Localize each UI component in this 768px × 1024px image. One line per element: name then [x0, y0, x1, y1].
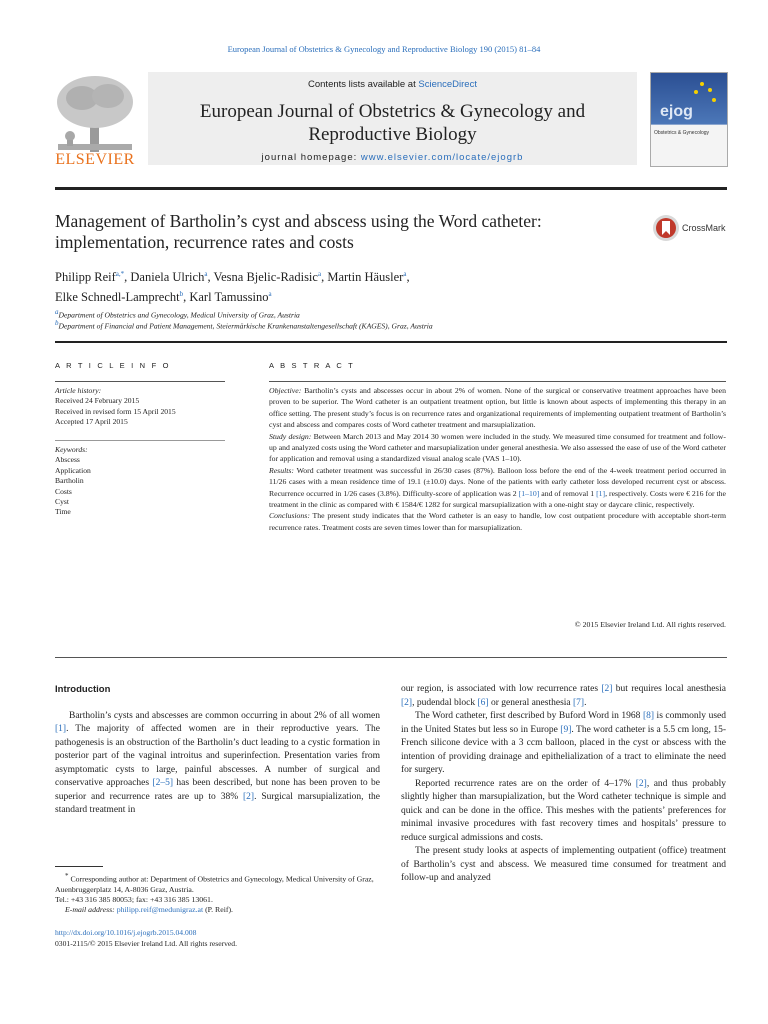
keywords: Keywords: Abscess Application Bartholin Costs Cyst Time [55, 445, 225, 518]
author: Philipp Reif [55, 270, 116, 285]
keyword: Bartholin [55, 476, 84, 486]
ref-link[interactable]: [7] [573, 697, 585, 708]
author: Karl Tamussino [189, 290, 269, 305]
email-link[interactable]: philipp.reif@medunigraz.at [116, 905, 204, 915]
ref-link[interactable]: [2] [243, 791, 255, 802]
article-title: Management of Bartholin’s cyst and abscess using the Word catheter: implementation, recurrence rates and costs [55, 211, 542, 252]
ref-link[interactable]: [1] [55, 724, 67, 734]
crossmark-label[interactable]: CrossMark [682, 223, 726, 233]
author-list: Philipp Reif$^{a,*}$, Daniela Ulrich$^a$, Vesna Bjelic-Radisic$^a$, Martin Häusler$^a$, Elke Schnedl-Lamprecht$^b$, Karl Tamussino$^a$ [55, 270, 410, 305]
ref-link[interactable]: [1] [596, 488, 606, 498]
article-info-heading: A R T I C L E I N F O [55, 361, 171, 370]
abstract-text: Objective: Bartholin’s cysts and abscesses occur in about 2% of women. None of the surgical or conservative treatment approaches have been proven to be superior. The Word catheter is an outpatient treatment option, but little is known about aspects of implementing this therapy in an office setting. The present study’s focus is on recurrence rates and organizational requirements of implementing outpatient treatment of Bartholin’s cyst and abscess and compares costs of Word catheter treatment and marsupialization. Study design: Between March 2013 and May 2014 30 women were included in the study. We measured time consumed for treatment and follow-up and analyzed costs using the Word catheter and marsupialization under general anesthesia. We also assessed the ease of use of the Word catheter for application and removal using a standardized visual analog scale (VAS 1–10). Results: Word catheter treatment was successful in 26/30 cases (87%). Balloon loss before the end of the 4-week treatment period occurred in 11/26 cases with a mean residence time of 19.1 (±10.0) days. None of the patients with early catheter loss developed recurrent cyst or abscess. Recurrence occurred in 1/26 cases (3.8%). Difficulty-score of application was 2 [1–10] and of removal 1 [1], respectively. Costs were € 216 for the treatment in the clinic as compared with € 1584/€ 1282 for surgical marsupialization with a one-night stay or daycare clinic, respectively. Conclusions: The present study indicates that the Word catheter is an easy to handle, low cost outpatient procedure with acceptable short-term recurrence rates. Treatment costs are seven times lower than for marsupialization. [269, 386, 726, 532]
corresponding-author-footnote: * Corresponding author at: Department of Obstetrics and Gynecology, Medical University of Graz, Auenbruggerplatz 14, A-8036 Graz, Austria. Tel.: +43 316 385 80053; fax: +43 316 385 13061. E-mail address: philipp.reif@medunigraz.at (P. Reif). [55, 872, 374, 915]
header-rule [55, 187, 727, 190]
cover-stars [652, 74, 724, 124]
ref-link[interactable]: [2] [601, 684, 613, 694]
ref-link[interactable]: [2] [635, 778, 647, 789]
keyword: Application [55, 465, 91, 475]
author: Martin Häusler [327, 270, 404, 285]
contents-line: Contents lists available at ScienceDirect [308, 79, 477, 90]
cover-caption: Obstetrics & Gynecology [654, 130, 710, 136]
ref-link[interactable]: [1–10] [518, 488, 540, 498]
body-right-column: our region, is associated with low recurrence rates [2] but requires local anesthesia [2], pudendal block [6] or general anesthesia [7]. The Word catheter, first described by Buford Word in 1968 [8] is commonly used in the United States but less so in Europe [9]. The word catheter is a 5.5 cm long, 15-French silicone device with a 3 ccm balloon, placed in the cyst or abscess with the intention of providing drainage and epithelialization of a tract to eliminate the need for surgery. Reported recurrence rates are on the order of 4–17% [2], and thus probably slightly higher than marsupialization, but the Word catheter technique is simple and quick and can be done in the office. This meshes with the patients’ preferences for minimal invasive procedures with fast recovery times and hospitals’ pressure to reduce surgical admissions and costs. The present study looks at aspects of implementing outpatient (office) treatment of Bartholin’s cyst and abscess. We measured time consumed for treatment and follow-up and analyzed [401, 684, 726, 883]
doi-block [55, 928, 380, 949]
affiliation-rule [55, 341, 727, 343]
abstract-copyright: © 2015 Elsevier Ireland Ltd. All rights reserved. [574, 620, 726, 629]
affiliation-b: $^b$Department of Financial and Patient Management, Steiermärkische Krankenanstaltengesellschaft (KAGES), Graz, Austria [55, 319, 433, 331]
keyword: Time [55, 507, 71, 517]
abstract-bottom-rule [55, 657, 727, 658]
abstract-heading: A B S T R A C T [269, 361, 355, 370]
abstract-rule [269, 381, 726, 382]
journal-title: European Journal of Obstetrics & Gynecology and Reproductive Biology [199, 101, 586, 145]
author: Elke Schnedl-Lamprecht [55, 290, 180, 305]
keyword: Cyst [55, 497, 69, 507]
doi-link[interactable]: http://dx.doi.org/10.1016/j.ejogrb.2015.04.008 [55, 928, 197, 937]
section-heading: Introduction [55, 684, 111, 695]
author: Daniela Ulrich [130, 270, 205, 285]
author: Vesna Bjelic-Radisic [213, 270, 318, 285]
keyword: Costs [55, 486, 72, 496]
keywords-rule [55, 440, 225, 441]
journal-citation[interactable]: European Journal of Obstetrics & Gynecology and Reproductive Biology 190 (2015) 81–84 [227, 44, 541, 54]
ref-link[interactable]: [8] [642, 711, 655, 721]
elsevier-wordmark: ELSEVIER [55, 151, 135, 168]
ref-link[interactable]: [2] [401, 697, 413, 708]
article-info-rule [55, 381, 225, 382]
keyword: Abscess [55, 455, 80, 465]
homepage-link[interactable]: www.elsevier.com/locate/ejogrb [360, 152, 524, 163]
sciencedirect-link[interactable]: ScienceDirect [418, 79, 477, 90]
issn-line: 0301-2115/© 2015 Elsevier Ireland Ltd. All rights reserved. [55, 938, 238, 948]
article-history: Article history: Received 24 February 2015 Received in revised form 15 April 2015 Accepted 17 April 2015 [55, 386, 176, 427]
footnote-rule [55, 866, 103, 867]
affiliation-a: $^a$Department of Obstetrics and Gynecology, Medical University of Graz, Austria [55, 308, 300, 320]
cover-logo: ejog [660, 103, 693, 120]
ref-link[interactable]: [9] [560, 724, 572, 735]
journal-homepage: journal homepage: www.elsevier.com/locate/ejogrb [261, 152, 524, 163]
ref-link[interactable]: [6] [477, 697, 489, 708]
ref-link[interactable]: [2–5] [152, 778, 174, 788]
crossmark-icon[interactable] [652, 213, 680, 243]
body-left-column: Introduction Bartholin’s cysts and abscesses are common occurring in about 2% of all women [1]. The majority of affected women are in their reproductive years. The pathogenesis is an obstruction of the Bartholin’s duct leading to a cystic formation in posterior part of the vaginal introitus and superinfection. Presentation varies from asymptomatic cysts to large, painful abscesses. A number of surgical and conservative approaches [2–5] has been described, but none has been proven to be superior and recurrence rates are up to 38% [2]. Surgical marsupialization, the standard treatment in [55, 684, 381, 815]
